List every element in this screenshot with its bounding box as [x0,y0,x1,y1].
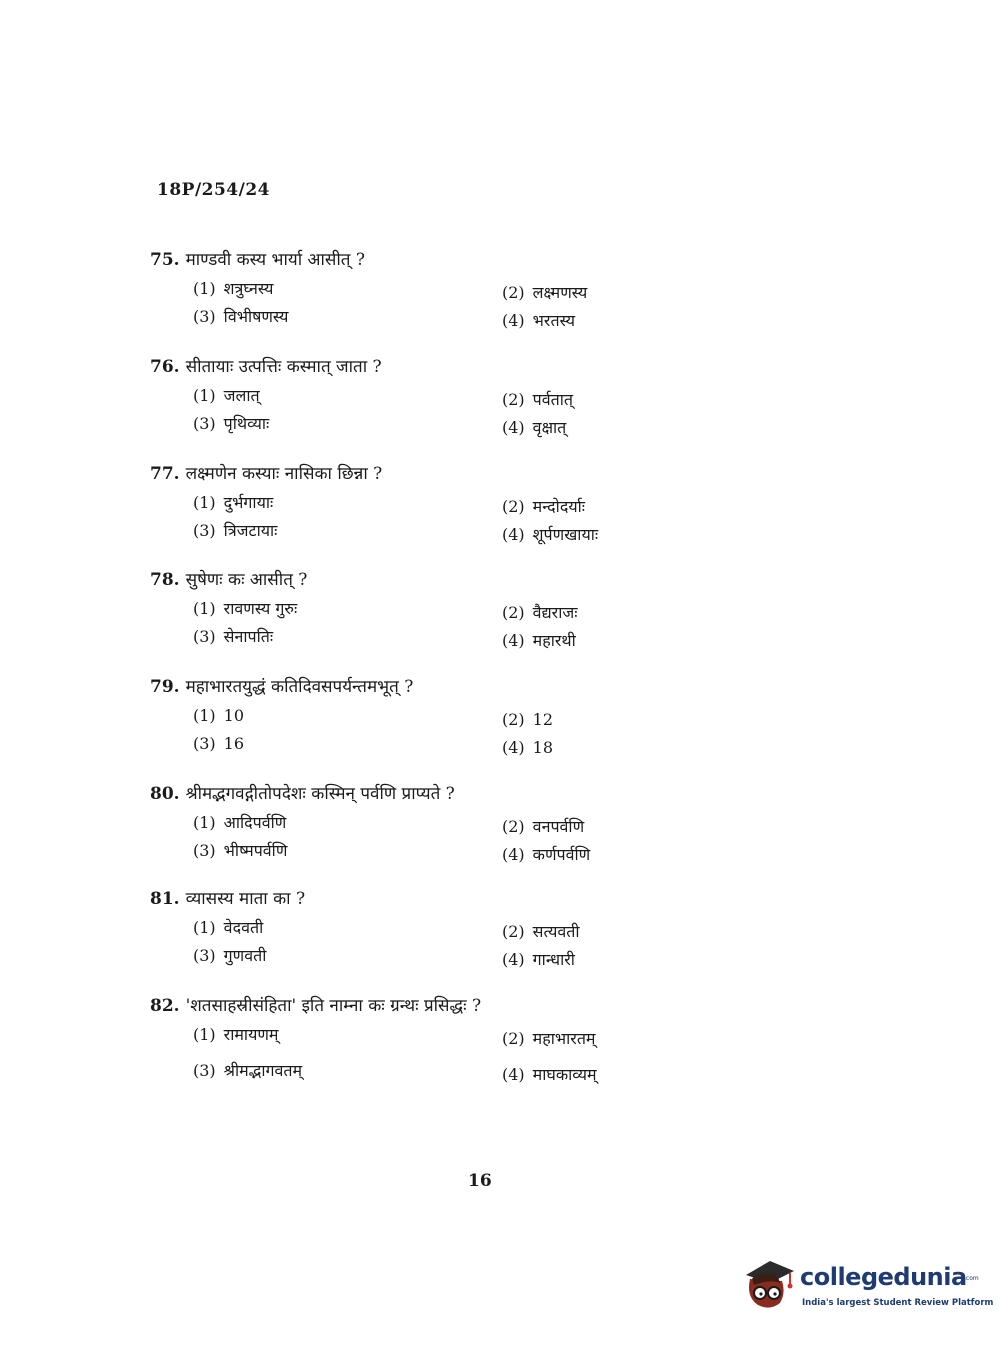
options [150,810,670,870]
option-1: (1) आदिपर्वणि [193,813,287,832]
option-4: (4) महारथी [502,631,576,650]
question-text: लक्ष्मणेन कस्याः नासिका छिन्ना ? [185,464,383,484]
option-3: (3) 16 [193,734,245,753]
option-4: (4) माघकाव्यम् [502,1065,597,1084]
option-3: (3) पृथिव्याः [193,414,270,433]
question-number: 75. [150,250,180,270]
options [150,383,670,443]
question-text: सीतायाः उत्पत्तिः कस्मात् जाता ? [185,357,382,377]
question-number: 82. [150,996,180,1016]
brand-tagline: India's largest Student Review Platform [802,1298,994,1308]
option-3: (3) गुणवती [193,946,267,965]
question-number: 79. [150,677,180,697]
options [150,490,670,550]
option-2: (2) लक्ष्मणस्य [502,283,588,302]
option-1: (1) 10 [193,706,245,725]
collegedunia-watermark [740,1253,994,1313]
option-4: (4) भरतस्य [502,311,576,330]
option-2: (2) वैद्यराजः [502,603,578,622]
option-1: (1) रामायणम् [193,1025,279,1044]
options [150,1022,670,1094]
option-1: (1) जलात् [193,386,260,405]
option-2: (2) मन्दोदर्याः [502,497,585,516]
options [150,276,670,336]
options [150,703,670,763]
option-2: (2) 12 [502,710,554,729]
question-78 [150,568,670,656]
question-text: व्यासस्य माता का ? [185,889,306,909]
question-text: श्रीमद्भगवद्गीतोपदेशः कस्मिन् पर्वणि प्राप्यते ? [185,784,455,804]
question-number: 81. [150,889,180,909]
option-4: (4) वृक्षात् [502,418,567,437]
option-3: (3) भीष्मपर्वणि [193,841,288,860]
question-number: 80. [150,784,180,804]
question-77 [150,462,670,550]
question-text: सुषेणः कः आसीत् ? [185,570,308,590]
option-3: (3) त्रिजटायाः [193,521,278,540]
page-number: 16 [468,1171,492,1191]
option-2: (2) सत्यवती [502,922,580,941]
option-1: (1) शत्रुघ्नस्य [193,279,274,298]
option-4: (4) 18 [502,738,554,757]
question-text: महाभारतयुद्धं कतिदिवसपर्यन्तमभूत् ? [185,677,414,697]
option-1: (1) रावणस्य गुरुः [193,599,298,618]
option-4: (4) शूर्पणखायाः [502,525,599,544]
option-3: (3) सेनापतिः [193,627,274,646]
question-76 [150,355,670,443]
question-82 [150,994,670,1094]
option-2: (2) वनपर्वणि [502,817,585,836]
question-text: 'शतसाहस्रीसंहिता' इति नाम्ना कः ग्रन्थः प्रसिद्धः ? [185,996,482,1016]
question-81 [150,887,670,975]
question-number: 76. [150,357,180,377]
question-75 [150,248,670,336]
question-text: माण्डवी कस्य भार्या आसीत् ? [185,250,366,270]
question-number: 77. [150,464,180,484]
option-2: (2) पर्वतात् [502,390,574,409]
option-3: (3) विभीषणस्य [193,307,289,326]
option-2: (2) महाभारतम् [502,1029,596,1048]
options [150,915,670,975]
option-4: (4) कर्णपर्वणि [502,845,591,864]
paper-code: 18P/254/24 [157,180,271,200]
brand-domain: .com [964,1275,979,1282]
mascot-icon [740,1253,796,1313]
options [150,596,670,656]
option-4: (4) गान्धारी [502,950,575,969]
question-79 [150,675,670,763]
option-1: (1) दुर्भगायाः [193,493,274,512]
brand-name: collegedunia [800,1263,967,1291]
question-number: 78. [150,570,180,590]
option-1: (1) वेदवती [193,918,264,937]
question-80 [150,782,670,870]
option-3: (3) श्रीमद्भागवतम् [193,1061,303,1080]
